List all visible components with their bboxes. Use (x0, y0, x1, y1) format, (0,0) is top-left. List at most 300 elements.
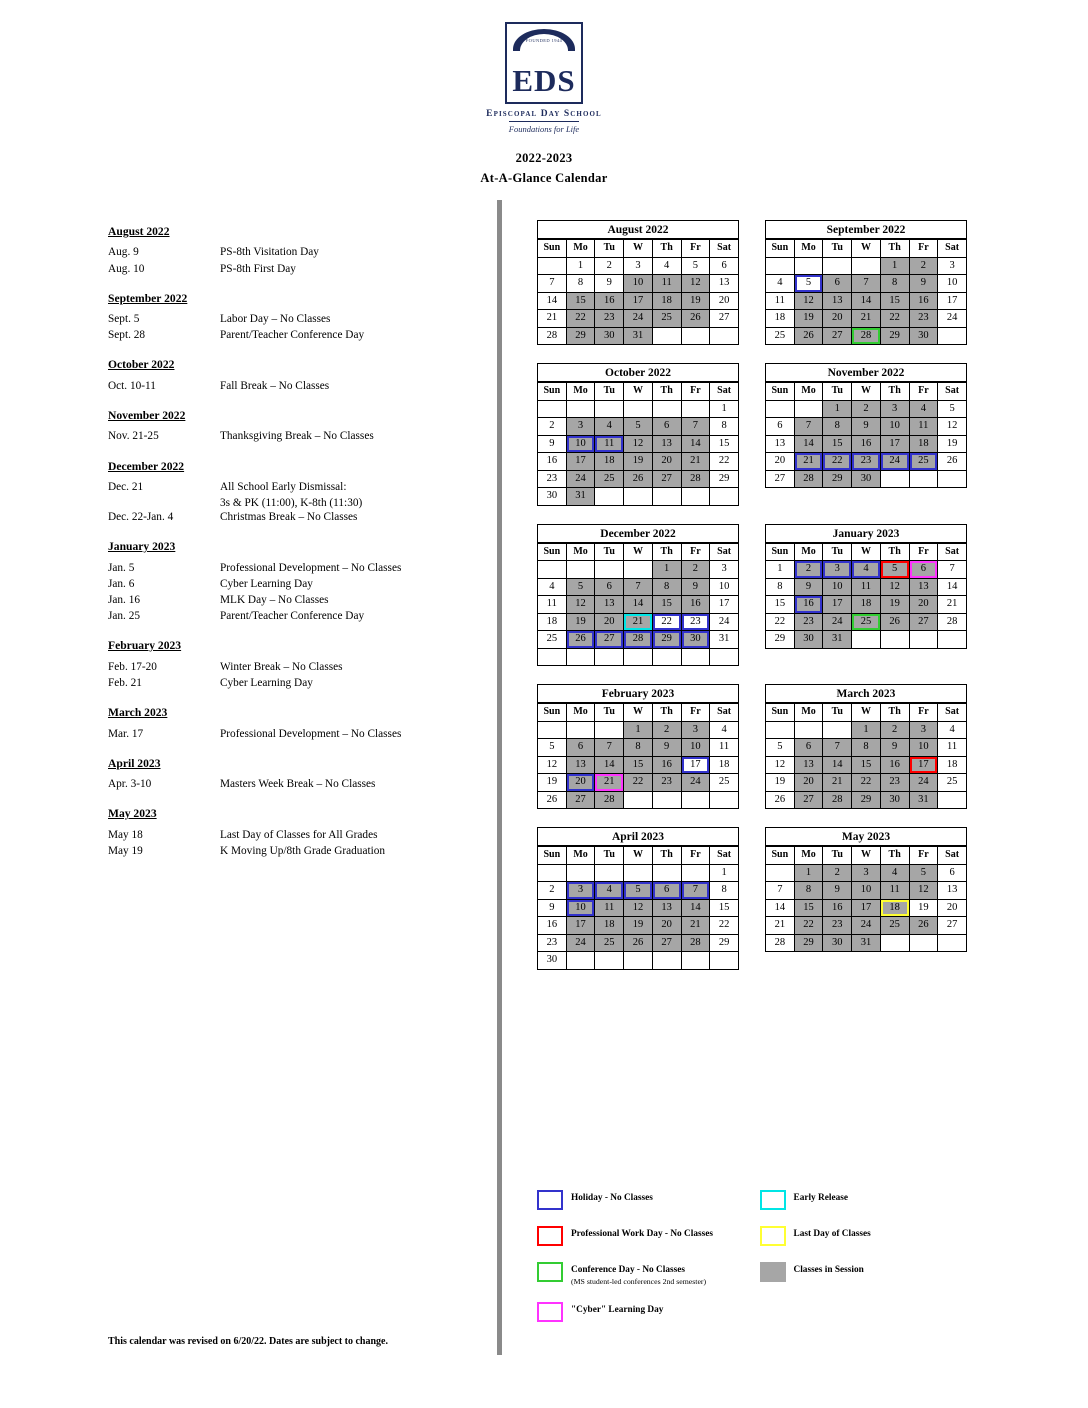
day-cell: 11 (538, 596, 567, 614)
day-cell: 13 (652, 435, 681, 453)
weekday-header: Sat (938, 543, 967, 561)
legend-swatch-icon (760, 1190, 786, 1210)
day-cell: 18 (710, 756, 739, 774)
day-cell: 3 (880, 400, 909, 418)
empty-day-cell (681, 648, 710, 666)
day-cell: 22 (624, 774, 653, 792)
event-description: Masters Week Break – No Classes (220, 778, 376, 791)
day-cell: 21 (794, 453, 823, 471)
day-cell: 12 (794, 292, 823, 310)
event-date: Aug. 10 (108, 262, 145, 275)
empty-day-cell (823, 257, 852, 275)
day-cell: 30 (880, 791, 909, 809)
day-cell: 31 (852, 934, 881, 952)
month-calendar (765, 684, 967, 809)
weekday-header: Th (652, 847, 681, 865)
day-cell: 10 (566, 435, 595, 453)
day-cell: 22 (710, 453, 739, 471)
day-cell: 14 (766, 899, 795, 917)
week-row (538, 952, 739, 970)
empty-day-cell (681, 952, 710, 970)
day-cell: 13 (938, 882, 967, 900)
day-cell: 26 (938, 453, 967, 471)
month-calendar (537, 220, 739, 345)
weekday-header: Sun (766, 704, 795, 722)
event-description: Parent/Teacher Conference Day (220, 329, 365, 342)
day-cell: 25 (652, 310, 681, 328)
event-date: Apr. 3-10 (108, 778, 152, 791)
day-cell: 8 (823, 418, 852, 436)
legend-item (760, 1190, 983, 1210)
day-cell: 30 (681, 631, 710, 649)
day-cell: 3 (823, 561, 852, 579)
weekday-header: Sat (710, 383, 739, 401)
day-cell: 6 (710, 257, 739, 275)
day-cell: 29 (566, 327, 595, 345)
legend-row (537, 1302, 982, 1322)
day-cell: 24 (852, 917, 881, 935)
empty-day-cell (823, 721, 852, 739)
day-cell: 22 (852, 774, 881, 792)
day-cell: 9 (681, 578, 710, 596)
week-row (766, 882, 967, 900)
day-cell: 1 (766, 561, 795, 579)
day-cell: 20 (766, 453, 795, 471)
day-cell: 9 (794, 578, 823, 596)
day-cell: 9 (595, 275, 624, 293)
event-row (108, 510, 478, 524)
week-row (538, 400, 739, 418)
week-row (538, 275, 739, 293)
empty-day-cell (652, 952, 681, 970)
event-month-block (108, 706, 478, 741)
empty-day-cell (566, 400, 595, 418)
event-description: Last Day of Classes for All Grades (220, 828, 378, 841)
event-row (108, 480, 478, 494)
weekday-header: Fr (681, 383, 710, 401)
day-cell: 10 (880, 418, 909, 436)
legend-swatch-icon (760, 1262, 786, 1282)
day-cell: 23 (880, 774, 909, 792)
weekday-header-row (766, 543, 967, 561)
day-cell: 20 (794, 774, 823, 792)
day-cell: 23 (909, 310, 938, 328)
day-cell: 8 (652, 578, 681, 596)
day-cell: 27 (909, 613, 938, 631)
day-cell: 12 (766, 756, 795, 774)
weekday-header: Sat (710, 847, 739, 865)
week-row (766, 631, 967, 649)
empty-day-cell (624, 561, 653, 579)
event-description: Professional Development – No Classes (220, 727, 402, 740)
day-cell: 23 (652, 774, 681, 792)
day-cell: 11 (938, 739, 967, 757)
day-cell: 12 (566, 596, 595, 614)
empty-day-cell (909, 470, 938, 488)
legend-item (537, 1226, 760, 1246)
empty-day-cell (538, 561, 567, 579)
day-cell: 11 (909, 418, 938, 436)
day-cell: 19 (909, 899, 938, 917)
legend-label (794, 1190, 848, 1203)
legend-swatch-icon (537, 1302, 563, 1322)
day-cell: 16 (538, 453, 567, 471)
day-cell: 18 (938, 756, 967, 774)
day-cell: 8 (710, 882, 739, 900)
legend-row (537, 1262, 982, 1286)
weekday-header: Fr (909, 240, 938, 258)
day-cell: 8 (624, 739, 653, 757)
empty-day-cell (624, 791, 653, 809)
empty-day-cell (538, 400, 567, 418)
event-description: K Moving Up/8th Grade Graduation (220, 844, 386, 857)
event-row (108, 660, 478, 674)
day-cell: 16 (794, 596, 823, 614)
day-cell: 19 (766, 774, 795, 792)
day-cell: 13 (652, 899, 681, 917)
weekday-header: Tu (595, 543, 624, 561)
event-row (108, 727, 478, 741)
day-cell: 14 (852, 292, 881, 310)
event-description: PS-8th Visitation Day (220, 246, 319, 259)
day-cell: 29 (710, 934, 739, 952)
week-row (538, 791, 739, 809)
day-cell: 6 (652, 418, 681, 436)
empty-day-cell (595, 488, 624, 506)
weekday-header: Fr (681, 704, 710, 722)
weekday-header: Mo (566, 240, 595, 258)
event-date: Dec. 21 (108, 481, 144, 494)
calendar-row (537, 827, 969, 970)
day-cell: 17 (852, 899, 881, 917)
month-calendar (537, 524, 739, 667)
day-cell: 11 (710, 739, 739, 757)
event-date: Jan. 25 (108, 610, 141, 623)
weekday-header: Sat (938, 704, 967, 722)
day-cell: 30 (538, 952, 567, 970)
day-cell: 6 (652, 882, 681, 900)
day-cell: 2 (538, 882, 567, 900)
day-cell: 2 (852, 400, 881, 418)
day-cell: 27 (652, 470, 681, 488)
weekday-header: Mo (566, 704, 595, 722)
day-cell: 14 (938, 578, 967, 596)
week-row (766, 721, 967, 739)
weekday-header: Sun (766, 383, 795, 401)
day-cell: 30 (852, 470, 881, 488)
week-row (538, 648, 739, 666)
empty-day-cell (652, 864, 681, 882)
event-date: Sept. 5 (108, 313, 140, 326)
day-cell: 5 (794, 275, 823, 293)
day-cell: 9 (852, 418, 881, 436)
day-cell: 17 (681, 756, 710, 774)
day-cell: 3 (909, 721, 938, 739)
day-cell: 23 (681, 613, 710, 631)
day-cell: 8 (880, 275, 909, 293)
empty-day-cell (566, 721, 595, 739)
day-cell: 18 (595, 453, 624, 471)
day-cell: 29 (823, 470, 852, 488)
school-logo (486, 22, 602, 137)
day-cell: 24 (938, 310, 967, 328)
empty-day-cell (624, 400, 653, 418)
day-cell: 13 (710, 275, 739, 293)
week-row (538, 292, 739, 310)
day-cell: 4 (880, 864, 909, 882)
day-cell: 22 (566, 310, 595, 328)
calendar-year: 2022-2023 (515, 151, 573, 165)
event-month-block (108, 460, 478, 525)
event-description: Thanksgiving Break – No Classes (220, 430, 374, 443)
event-month-heading: September 2022 (108, 291, 188, 305)
day-cell: 3 (566, 418, 595, 436)
event-date: May 18 (108, 828, 143, 841)
weekday-header: W (624, 704, 653, 722)
legend-row (537, 1190, 982, 1210)
event-description: Parent/Teacher Conference Day (220, 610, 365, 623)
day-cell: 16 (681, 596, 710, 614)
weekday-header-row (766, 847, 967, 865)
day-cell: 25 (766, 327, 795, 345)
weekday-header: Mo (794, 383, 823, 401)
day-cell: 17 (823, 596, 852, 614)
week-row (766, 934, 967, 952)
calendar-row (537, 220, 969, 345)
weekday-header-row (766, 240, 967, 258)
day-cell: 10 (624, 275, 653, 293)
weekday-header-row (538, 704, 739, 722)
weekday-header-row (538, 543, 739, 561)
weekday-header: Th (880, 847, 909, 865)
week-row (538, 596, 739, 614)
week-row (766, 864, 967, 882)
month-table (537, 239, 739, 345)
day-cell: 28 (624, 631, 653, 649)
week-row (766, 739, 967, 757)
day-cell: 26 (624, 934, 653, 952)
weekday-header: Th (652, 383, 681, 401)
day-cell: 16 (909, 292, 938, 310)
day-cell: 21 (624, 613, 653, 631)
empty-day-cell (938, 934, 967, 952)
day-cell: 20 (595, 613, 624, 631)
day-cell: 22 (652, 613, 681, 631)
week-row (538, 257, 739, 275)
day-cell: 1 (823, 400, 852, 418)
day-cell: 14 (681, 435, 710, 453)
day-cell: 31 (710, 631, 739, 649)
empty-day-cell (652, 488, 681, 506)
day-cell: 27 (595, 631, 624, 649)
day-cell: 17 (938, 292, 967, 310)
week-row (538, 435, 739, 453)
day-cell: 16 (538, 917, 567, 935)
empty-day-cell (538, 257, 567, 275)
revision-note: This calendar was revised on 6/20/22. Dates are subject to change. (108, 1336, 388, 1347)
empty-day-cell (538, 721, 567, 739)
day-cell: 5 (624, 882, 653, 900)
day-cell: 19 (624, 453, 653, 471)
day-cell: 12 (909, 882, 938, 900)
day-cell: 26 (566, 631, 595, 649)
weekday-header: Tu (595, 847, 624, 865)
event-description: Winter Break – No Classes (220, 660, 343, 673)
month-calendar (537, 684, 739, 809)
day-cell: 10 (710, 578, 739, 596)
week-row (766, 310, 967, 328)
empty-day-cell (794, 400, 823, 418)
day-cell: 20 (652, 917, 681, 935)
weekday-header: Tu (823, 847, 852, 865)
event-month-heading: February 2023 (108, 639, 182, 653)
weekday-header-row (538, 383, 739, 401)
day-cell: 18 (880, 899, 909, 917)
weekday-header: W (624, 240, 653, 258)
weekday-header: Th (880, 240, 909, 258)
day-cell: 30 (909, 327, 938, 345)
event-row (108, 561, 478, 575)
day-cell: 24 (710, 613, 739, 631)
event-description: All School Early Dismissal: (220, 481, 347, 494)
day-cell: 11 (852, 578, 881, 596)
weekday-header: Sat (710, 704, 739, 722)
day-cell: 21 (938, 596, 967, 614)
day-cell: 29 (794, 934, 823, 952)
day-cell: 22 (880, 310, 909, 328)
day-cell: 5 (538, 739, 567, 757)
day-cell: 2 (595, 257, 624, 275)
day-cell: 7 (595, 739, 624, 757)
event-date: Jan. 5 (108, 561, 135, 574)
month-title: December 2022 (537, 524, 739, 543)
day-cell: 30 (823, 934, 852, 952)
day-cell: 29 (710, 470, 739, 488)
weekday-header: Mo (794, 543, 823, 561)
week-row (766, 561, 967, 579)
legend-row (537, 1226, 982, 1246)
day-cell: 7 (624, 578, 653, 596)
weekday-header: Tu (823, 704, 852, 722)
day-cell: 30 (794, 631, 823, 649)
day-cell: 3 (681, 721, 710, 739)
day-cell: 7 (538, 275, 567, 293)
month-title: November 2022 (765, 363, 967, 382)
empty-day-cell (595, 561, 624, 579)
weekday-header: Mo (566, 543, 595, 561)
day-cell: 18 (595, 917, 624, 935)
day-cell: 20 (909, 596, 938, 614)
day-cell: 5 (624, 418, 653, 436)
empty-day-cell (681, 791, 710, 809)
week-row (766, 435, 967, 453)
week-row (538, 721, 739, 739)
weekday-header: Tu (595, 704, 624, 722)
day-cell: 19 (538, 774, 567, 792)
legend-note: (MS student-led conferences 2nd semester) (571, 1277, 707, 1286)
day-cell: 7 (681, 418, 710, 436)
day-cell: 14 (681, 899, 710, 917)
day-cell: 4 (652, 257, 681, 275)
legend-label-text: Professional Work Day - No Classes (571, 1229, 713, 1239)
day-cell: 10 (681, 739, 710, 757)
day-cell: 1 (852, 721, 881, 739)
empty-day-cell (710, 648, 739, 666)
event-date: Sept. 28 (108, 329, 146, 342)
week-row (538, 899, 739, 917)
day-cell: 3 (710, 561, 739, 579)
day-cell: 13 (766, 435, 795, 453)
empty-day-cell (938, 791, 967, 809)
event-row (108, 828, 478, 842)
week-row (766, 578, 967, 596)
day-cell: 19 (794, 310, 823, 328)
week-row (766, 899, 967, 917)
day-cell: 13 (794, 756, 823, 774)
empty-day-cell (566, 952, 595, 970)
day-cell: 28 (823, 791, 852, 809)
event-month-heading: March 2023 (108, 706, 168, 720)
logo-crest-icon (505, 22, 583, 104)
event-month-block (108, 292, 478, 343)
week-row (538, 470, 739, 488)
day-cell: 26 (909, 917, 938, 935)
empty-day-cell (652, 791, 681, 809)
day-cell: 23 (852, 453, 881, 471)
legend-label (794, 1262, 864, 1275)
event-row (108, 844, 478, 858)
empty-day-cell (681, 864, 710, 882)
event-row (108, 429, 478, 443)
empty-day-cell (681, 488, 710, 506)
day-cell: 21 (538, 310, 567, 328)
day-cell: 24 (566, 470, 595, 488)
day-cell: 26 (880, 613, 909, 631)
calendar-row (537, 363, 969, 506)
empty-day-cell (938, 470, 967, 488)
day-cell: 27 (938, 917, 967, 935)
day-cell: 23 (794, 613, 823, 631)
weekday-header: Fr (681, 847, 710, 865)
empty-day-cell (652, 327, 681, 345)
day-cell: 15 (880, 292, 909, 310)
legend-label (794, 1226, 871, 1239)
day-cell: 15 (766, 596, 795, 614)
month-title: February 2023 (537, 684, 739, 703)
week-row (766, 453, 967, 471)
day-cell: 15 (794, 899, 823, 917)
empty-day-cell (652, 648, 681, 666)
day-cell: 16 (852, 435, 881, 453)
empty-day-cell (710, 952, 739, 970)
day-cell: 4 (710, 721, 739, 739)
calendar-grid (537, 220, 969, 988)
day-cell: 21 (681, 453, 710, 471)
weekday-header: Fr (681, 543, 710, 561)
day-cell: 9 (652, 739, 681, 757)
week-row (538, 418, 739, 436)
empty-day-cell (681, 400, 710, 418)
weekday-header: Th (880, 704, 909, 722)
event-month-block (108, 225, 478, 276)
empty-day-cell (794, 721, 823, 739)
month-title: March 2023 (765, 684, 967, 703)
day-cell: 4 (538, 578, 567, 596)
weekday-header: Th (652, 240, 681, 258)
event-month-heading: January 2023 (108, 540, 176, 554)
month-calendar (765, 827, 967, 970)
day-cell: 13 (823, 292, 852, 310)
